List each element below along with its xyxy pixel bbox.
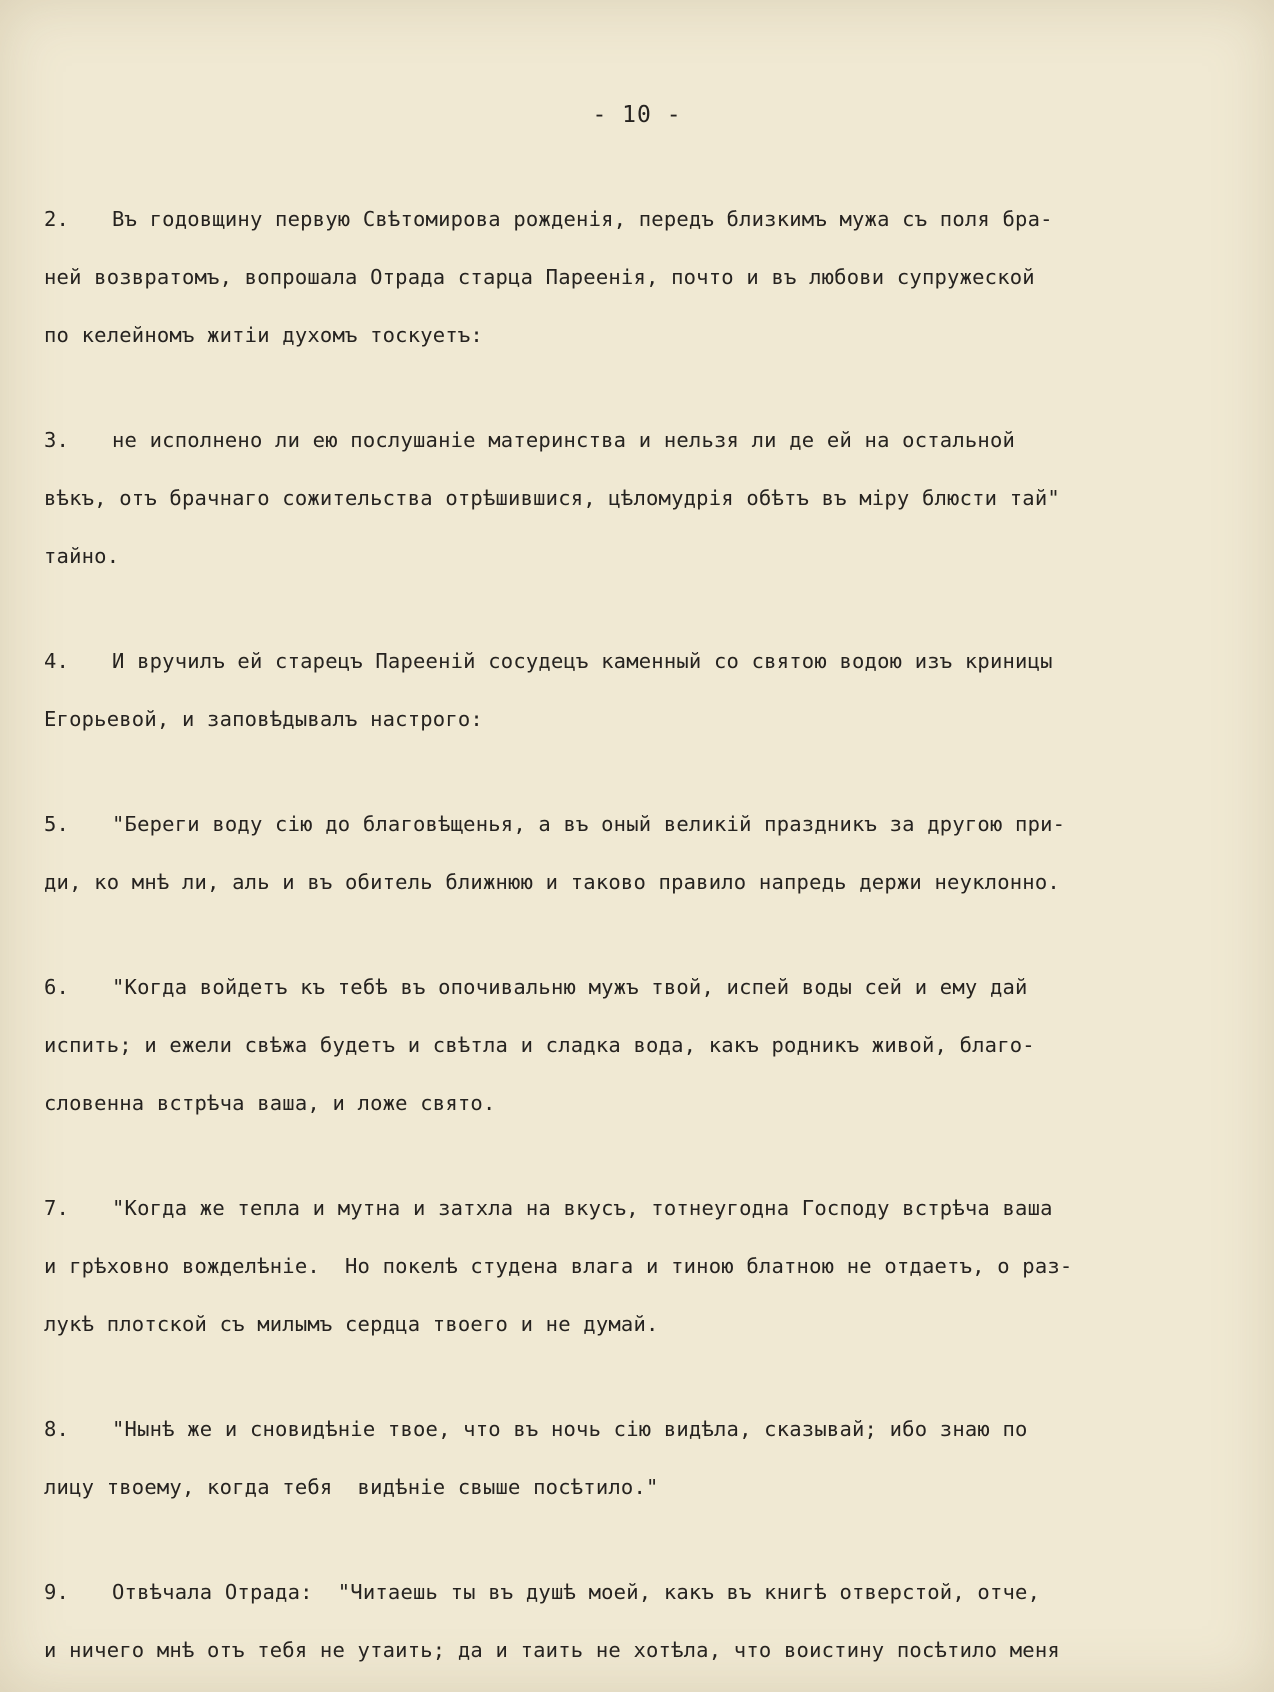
paragraph-6: [44, 958, 1254, 1132]
text-line: [44, 1179, 1254, 1237]
text-line: ней возвратомъ, вопрошала Отрада старца Пареенія, почто и въ любови супружеской: [44, 265, 1035, 289]
text-body: [44, 190, 1254, 1692]
text-line: [44, 1563, 1254, 1621]
paragraph-number: 9.: [44, 1580, 70, 1604]
line-text: Отвѣчала Отрада: "Читаешь ты въ душѣ моей, какъ въ книгѣ отверстой, отче,: [112, 1580, 1041, 1604]
line-text: не исполнено ли ею послушаніе материнства и нельзя ли де ей на остальной: [112, 428, 1016, 452]
text-line: [44, 411, 1254, 469]
paragraph-8: [44, 1400, 1254, 1516]
text-line: испить; и ежели свѣжа будетъ и свѣтла и сладка вода, какъ родникъ живой, благо-: [44, 1033, 1035, 1057]
paragraph-number: 2.: [44, 207, 70, 231]
paragraph-3: [44, 411, 1254, 585]
paragraph-number: 4.: [44, 649, 70, 673]
paragraph-number: 5.: [44, 812, 70, 836]
text-line: [44, 632, 1254, 690]
page-number: - 10 -: [592, 102, 682, 128]
text-line: словенна встрѣча ваша, и ложе свято.: [44, 1091, 496, 1115]
paragraph-5: [44, 795, 1254, 911]
text-line: ди, ко мнѣ ли, аль и въ обитель ближнюю и таково правило напредь держи неуклонно.: [44, 870, 1060, 894]
paragraph-9: [44, 1563, 1254, 1679]
paragraph-4: [44, 632, 1254, 748]
line-text: "Когда же тепла и мутна и затхла на вкусъ, тотнеугодна Господу встрѣча ваша: [112, 1196, 1053, 1220]
text-line: вѣкъ, отъ брачнаго сожительства отрѣшившися, цѣломудрія обѣтъ въ міру блюсти тай": [44, 486, 1060, 510]
paragraph-number: 3.: [44, 428, 70, 452]
line-text: "Нынѣ же и сновидѣніе твое, что въ ночь сію видѣла, сказывай; ибо знаю по: [112, 1417, 1028, 1441]
text-line: и ничего мнѣ отъ тебя не утаить; да и таить не хотѣла, что воистину посѣтило меня: [44, 1638, 1060, 1662]
text-line: лукѣ плотской съ милымъ сердца твоего и не думай.: [44, 1312, 659, 1336]
text-line: [44, 958, 1254, 1016]
text-line: [44, 1400, 1254, 1458]
text-line: тайно.: [44, 544, 120, 568]
line-text: "Береги воду сію до благовѣщенья, а въ оный великій праздникъ за другою при-: [112, 812, 1066, 836]
paragraph-number: 6.: [44, 975, 70, 999]
line-text: "Когда войдетъ къ тебѣ въ опочивальню мужъ твой, испей воды сей и ему дай: [112, 975, 1028, 999]
text-line: по келейномъ житіи духомъ тоскуетъ:: [44, 323, 483, 347]
line-text: Въ годовщину первую Свѣтомирова рожденія, передъ близкимъ мужа съ поля бра-: [112, 207, 1053, 231]
text-line: и грѣховно вожделѣніе. Но покелѣ студена влага и тиною блатною не отдаетъ, о раз-: [44, 1254, 1073, 1278]
line-text: И вручилъ ей старецъ Пареенiй сосудецъ каменный со святою водою изъ криницы: [112, 649, 1053, 673]
paragraph-7: [44, 1179, 1254, 1353]
text-line: лицу твоему, когда тебя видѣніе свыше посѣтило.": [44, 1475, 659, 1499]
paragraph-number: 8.: [44, 1417, 70, 1441]
paragraph-2: [44, 190, 1254, 364]
text-line: [44, 795, 1254, 853]
paragraph-number: 7.: [44, 1196, 70, 1220]
text-line: [44, 190, 1254, 248]
text-line: Егорьевой, и заповѣдывалъ настрого:: [44, 707, 483, 731]
